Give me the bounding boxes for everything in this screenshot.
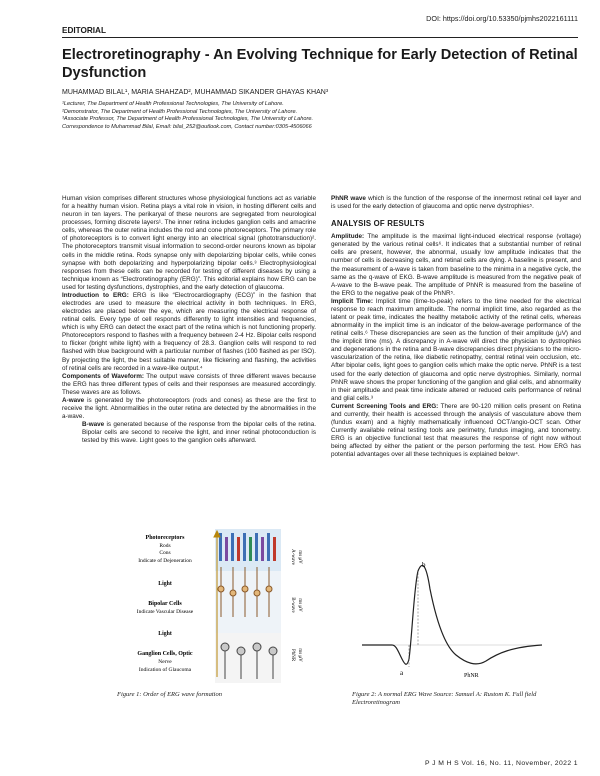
authors: MUHAMMAD BILAL¹, MARIA SHAHZAD², MUHAMMAD SIKANDER GHAYAS KHAN³ bbox=[62, 89, 329, 96]
phnr-heading: PhNR wave bbox=[331, 195, 366, 202]
bwave-paragraph bbox=[62, 421, 316, 445]
label-glaucoma: Indication of Glaucoma bbox=[138, 667, 192, 673]
label-degeneration: Indicate of Dejeneration bbox=[138, 558, 192, 564]
intro-paragraph: Human vision comprises different structures whose physiological functions act as variable for a healthy human vision. Retina plays a vital role in vision, in hosting different cells and neuron in ten layers. The perikaryal of these neurons are segregated from neurological processes, forming discrete layers¹. The inner retina includes ganglion cells and amacrine cells, whereas the outer retina includes the rod and cone photoreceptors. The primary role of photoreceptors is to convert light energy into an electrical signal (phototransduction)². The photoreceptors transmit visual information to second-order neurons known as bipolar cells in the middle retina. Rods synapse only with depolarizing bipolar cells, while cones synapse with both depolarizing and hyperpolarizing bipolar cells.³ Electrophysiological responses from these cells can be recorded for testing of different diseases by using a technique known as “Electroretinography (ERG)”. This editorial explains how ERG can be used for testing dysfunctions, dystrophies, and the early detection of glaucoma. bbox=[62, 195, 316, 291]
side-phnr: PhNR bbox=[290, 648, 295, 662]
side-bwave: B-wave bbox=[290, 597, 295, 613]
awave-heading: A-wave bbox=[62, 396, 85, 404]
screening-text: There are 90-120 million cells present on Retina and currently, their health is accessed through the analysis of vasculature above them (fundus exam) and a highly mathematically influenced OCT/angio-OCT scan. Other Currently available retinal testing tools are perimetry, fundus imaging, and tonometry. ERG is an objective functional test that measures the response of right now without being affected by either the patient or the person performing the test. How ERG has potential advantages over all these techniques is explained below⁴. bbox=[331, 402, 582, 459]
amplitude-text: The amplitude is the maximal light-induced electrical response (voltage) generated by the various retinal cells⁶. It indicates that a substantial number of retinal cells are present, however, the abnormal, usually low amplitude indicates that the number of cells is decreasing cells, and retinal cells are dying. A baseline is present, and the measurement of a-wave is taken from baseline to the minima in a negative cycle, the same as the q-wave of EKG. B-wave amplitude is measured from the negative peak of A-wave to the B-wave peak. The amplitude of PhNR is measured from the baseline of the ERG to the negative peak of the PhNR⁵. bbox=[331, 233, 581, 297]
side-awave: A-wave bbox=[290, 549, 295, 565]
affiliations bbox=[62, 101, 313, 131]
side-phnr-unit: ms μV bbox=[297, 648, 302, 662]
analysis-heading: ANALYSIS OF RESULTS bbox=[331, 219, 425, 229]
label-phnr: PhNR bbox=[464, 673, 479, 679]
figure-2-erg-waveform bbox=[352, 527, 552, 687]
erg-heading: Introduction to ERG: bbox=[62, 291, 129, 299]
waveform-heading: Components of Waveform: bbox=[62, 372, 145, 380]
amplitude-heading: Amplitude: bbox=[331, 233, 365, 241]
label-light-1: Light bbox=[158, 581, 172, 587]
bipolar-layer bbox=[215, 571, 281, 633]
label-light-2: Light bbox=[158, 631, 172, 637]
implicit-text: Implicit time (time-to-peak) refers to the time needed for the electrical response to reach maximum amplitude. The normal implicit time, also regarded as the latent or peak time, indicates the healthy metabolic activity of the retinal cells, whereas abnormality in the implicit time is an indicator of the below-average performance of the retinal cells.⁶ These discrepancies are seen as the function of their amplitude (μV) and the implicit time (ms). A discrepancy in A-wave will direct the physician to dystrophies and degenerations in the retina and B-wave discrepancies direct physicians to the micro-vascularization of the retina, like diabetic retinopathy, central retinal vein occlusion, etc. After bipolar cells, light goes to ganglion cells which make the optic nerve. PhNR is a test used for the early detection of glaucoma and optic nerve dystrophies. Similarly, normal PhNR wave shows the proper functioning of the ganglion and glial cells, and abnormality in their amplitude and peak time indicate altered or reduced cells performance of retinal and glial cells.³ bbox=[331, 297, 581, 402]
affiliation-3: ³Associate Professor, The Department of Health Professional Technologies, The University of Lahore. bbox=[62, 116, 314, 123]
doi-link[interactable]: DOI: https://doi.org/10.53350/pjmhs2022161111 bbox=[426, 14, 578, 23]
implicit-heading: Implicit Time: bbox=[331, 297, 373, 305]
bwave-text: is generated because of the response from the bipolar cells of the retina. Bipolar cells are second to receive the light, and inner retinal photoconduction is tested by this wave. Light goes to the ganglion cells afterward. bbox=[82, 421, 316, 445]
waveform-paragraph bbox=[62, 373, 316, 397]
figure-2-caption: Figure 2: A normal ERG Wave Source: Samuel A: Rustom K. Full field Electroretinogram bbox=[352, 691, 537, 706]
article-title: Electroretinography - An Evolving Technique for Early Detection of Retinal Dysfunction bbox=[62, 47, 578, 81]
label-a: a bbox=[400, 669, 404, 677]
label-vascular: Indicate Vascular Disease bbox=[136, 609, 194, 615]
photoreceptor-layer bbox=[215, 529, 281, 571]
correspondence: Correspondence to Muhammad Bilal, Email: bilal_252@outlook.com, Contact number:0305-4506066 bbox=[62, 123, 312, 130]
bwave-heading: B-wave bbox=[82, 421, 105, 429]
header-divider bbox=[62, 37, 578, 38]
label-rods: Rods bbox=[159, 543, 171, 549]
screening-paragraph bbox=[331, 403, 581, 460]
label-ganglion: Ganglion Cells, Optic bbox=[137, 651, 193, 657]
label-cons: Cons bbox=[159, 550, 171, 556]
label-photoreceptors: Photoreceptors bbox=[145, 535, 185, 541]
page-footer: P J M H S Vol. 16, No. 11, November, 2022 1 bbox=[425, 760, 578, 767]
label-bipolar: Bipolar Cells bbox=[148, 601, 182, 607]
awave-paragraph bbox=[62, 397, 316, 421]
erg-text: ERG is like “Electrocardiography (ECG)” in the fashion that electrodes are used to measure the electrical activity in both techniques. In ERG, electrodes are placed below the eye, which are measuring the electrical response of retinal cells. Every type of cell responds differently to light intensities and frequencies, which is why ERG can detect the exact part of the retina which is not functioning properly. Photoreceptors respond to flashes with a frequency between 2-4 Hz. Bipolar cells respond to flicker (bright white light) with a frequency of 28.3. Ganglion cells will respond to red flashed with blue background with a particular number of flashes (100 flashed as per ISO). By projecting the light, the best suitable manner, like flickering and flashing, the activities of retinal cells are recorded in a wave-like output.⁴ bbox=[62, 291, 316, 372]
section-label: EDITORIAL bbox=[62, 26, 106, 35]
affiliation-1: ¹Lecturer, The Department of Health Professional Technologies, The University of Lahore. bbox=[62, 101, 284, 107]
label-nerve: Nerve bbox=[158, 659, 172, 665]
phnr-paragraph bbox=[331, 195, 581, 211]
affiliation-2: ²Demonstrator, The Department of Health Professional Technologies, The University of Lahore. bbox=[62, 108, 298, 115]
figure-1-caption: Figure 1: Order of ERG wave formation bbox=[117, 691, 222, 698]
right-column bbox=[331, 195, 581, 459]
implicit-paragraph bbox=[331, 298, 581, 403]
figure-1-retina-diagram bbox=[117, 527, 311, 687]
label-b: b bbox=[422, 561, 426, 569]
waveform-text: The output wave consists of three different waves because the ERG has three different types of cells and their responses are measured accordingly. These waves are as follows. bbox=[62, 372, 316, 396]
screening-heading: Current Screening Tools and ERG: bbox=[331, 402, 439, 410]
amplitude-paragraph bbox=[331, 233, 581, 298]
phnr-text: which is the function of the response of the innermost retinal cell layer and is used for the early detection of glaucoma and optic nerve dystrophies⁵. bbox=[331, 195, 581, 211]
left-column bbox=[62, 195, 316, 445]
erg-paragraph bbox=[62, 292, 316, 373]
side-awave-unit: ms μV bbox=[297, 550, 302, 564]
side-bwave-unit: ms μV bbox=[297, 598, 302, 612]
awave-text: is generated by the photoreceptors (rods and cones) as these are the first to receive the light. Abnormalities in the outer retina are detected by the abnormalities in the a-wave. bbox=[62, 396, 316, 421]
